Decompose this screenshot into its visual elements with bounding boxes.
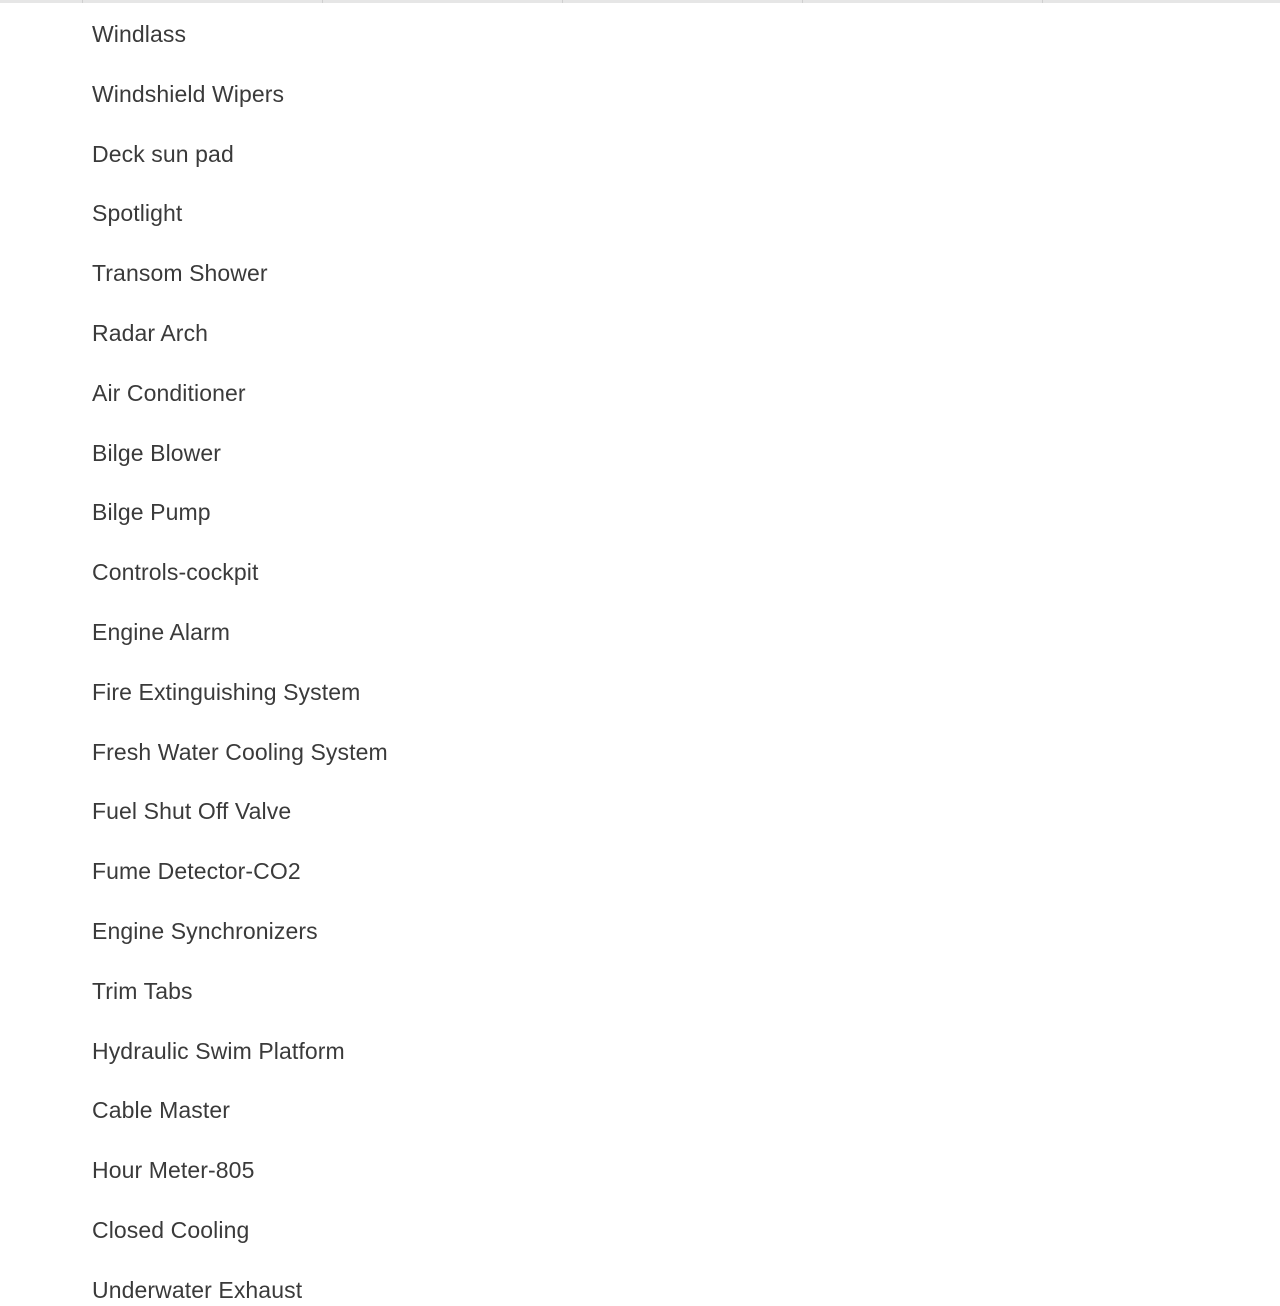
divider-tick <box>322 0 323 3</box>
list-item: Deck sun pad <box>92 140 234 167</box>
list-item: Fuel Shut Off Valve <box>92 798 292 825</box>
top-divider <box>0 0 1280 3</box>
list-item: Fresh Water Cooling System <box>92 738 388 765</box>
divider-tick <box>802 0 803 3</box>
list-item: Controls-cockpit <box>92 559 259 586</box>
feature-list <box>92 19 388 1306</box>
list-item: Windshield Wipers <box>92 80 285 107</box>
list-item: Hour Meter-805 <box>92 1157 255 1184</box>
list-item: Engine Synchronizers <box>92 917 318 944</box>
list-item: Cable Master <box>92 1097 230 1124</box>
list-item: Engine Alarm <box>92 618 230 645</box>
list-item: Spotlight <box>92 200 183 227</box>
list-item: Trim Tabs <box>92 977 193 1004</box>
list-item: Closed Cooling <box>92 1216 250 1243</box>
list-item: Fume Detector-CO2 <box>92 858 301 885</box>
list-item: Air Conditioner <box>92 379 246 406</box>
divider-tick <box>562 0 563 3</box>
list-item: Bilge Blower <box>92 439 222 466</box>
list-item: Fire Extinguishing System <box>92 678 361 705</box>
list-item: Transom Shower <box>92 260 268 287</box>
list-item: Hydraulic Swim Platform <box>92 1037 345 1064</box>
divider-tick <box>1042 0 1043 3</box>
list-item: Bilge Pump <box>92 499 211 526</box>
list-item: Radar Arch <box>92 319 209 346</box>
list-item: Windlass <box>92 21 187 47</box>
divider-tick <box>82 0 83 3</box>
list-item: Underwater Exhaust <box>92 1276 303 1303</box>
